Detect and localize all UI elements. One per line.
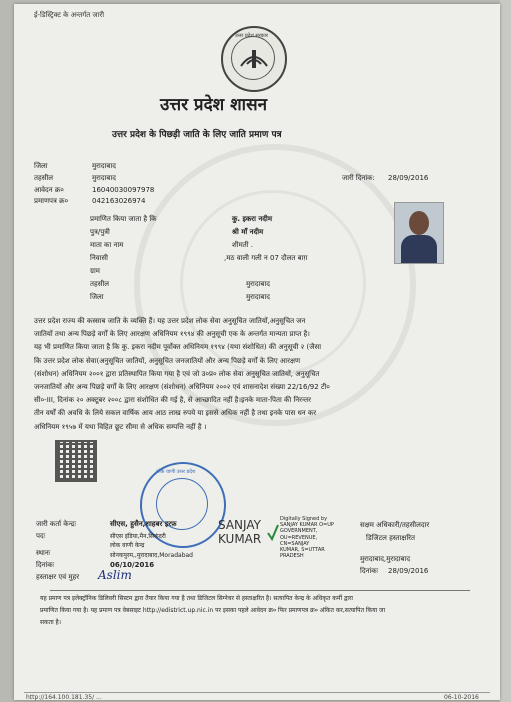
handwritten-signature: Aslim [98, 568, 132, 582]
digital-signature-line: GOVERNMENT, [280, 528, 318, 535]
bottom-divider [24, 692, 490, 693]
body-line: जातियों तथा अन्य पिछड़े वर्गों के लिए आरक्षण अधिनियम १९९४ की अनुसूची एक के अन्तर्गत मान्यता प्राप्त है। [34, 330, 310, 339]
emblem-caption: उत्तर प्रदेश सरकार [235, 33, 268, 39]
center-line-1: सीएस इंडिया,मैन,सिकंदरी [110, 533, 166, 540]
seal-caption: लोक वाणी उत्तर प्रदेश [156, 469, 196, 475]
candidate-photo [394, 202, 444, 264]
edistrict-top-note: ई-डिस्ट्रिक्ट के अन्तर्गत जारी [34, 11, 105, 19]
authority-date-label: दिनांकः [360, 567, 379, 575]
digital-signer-name: SANJAY KUMAR [218, 518, 262, 546]
post-label: पदः [36, 532, 46, 540]
resident-address: ,मठ वाली गली न 07 दौलत बाग़ [224, 254, 308, 262]
center-line-3: सोनकपुरम,,मुरादाबाद,Moradabad [110, 552, 193, 559]
digital-signature-check-icon [266, 517, 280, 547]
mother-name: शीमती . [232, 241, 254, 249]
scanner-edge [500, 0, 511, 702]
date-label: दिनांकः [36, 561, 55, 569]
person-district-value: मुरादाबाद [246, 293, 270, 301]
issue-date-label: जारी दिनांक: [342, 174, 375, 182]
bottom-print-date: 06-10-2016 [444, 694, 479, 701]
disclaimer-line: सकता है। [40, 619, 62, 626]
tehsil-label: तहसील [34, 174, 53, 182]
candidate-name: कु. इकरा नदीम [232, 215, 272, 223]
body-line: तीन वर्षों की अवधि के लिये सकल वार्षिक आय आठ लाख रुपये या इससे अधिक नहीं है तथा इनके पास धन कर [34, 409, 317, 418]
digitally-signed-label: डिजिटल हस्ताक्षरित [366, 534, 415, 542]
person-tehsil-value: मुरादाबाद [246, 280, 270, 288]
parent-name: श्री माँ नदीम [232, 228, 264, 236]
body-line: जनजातियों और अन्य पिछड़े वर्गों के लिए आरक्षण (संशोधन) अधिनियम २००२ एवं शासनादेश संख्या 22/16/92 टी० [34, 383, 330, 391]
application-number: 16040030097978 [92, 186, 155, 194]
place-label: स्थानः [36, 549, 51, 557]
issue-date-value: 28/09/2016 [388, 174, 429, 182]
issuing-center-label: जारी कर्ता केन्द्रः [36, 520, 76, 528]
authority-label: सक्षम अधिकारी/तहसीलदार [360, 521, 430, 529]
footer-divider [50, 590, 470, 591]
digital-signature-line: OU=REVENUE, [280, 534, 318, 541]
disclaimer-line: प्रमाणित किया गया है। यह प्रमाण पत्र वेबसाइट http://edistrict.up.nic.in पर इसका पहले आवेदन क्र० फिर प्रमाणपत्र क्र० अंकित कर,सत्यापित किया जा [40, 607, 386, 614]
up-government-emblem-icon [221, 26, 287, 92]
qr-code-icon [55, 440, 97, 482]
certificate-page [14, 4, 500, 700]
digital-signature-line: SANJAY KUMAR O=UP [280, 522, 334, 529]
document-subtitle: उत्तर प्रदेश के पिछड़ी जाति के लिए जाति प्रमाण पत्र [112, 130, 282, 140]
district-label: जिला [34, 162, 48, 170]
center-line-2: लोक वाणी केन्द्र [110, 542, 145, 549]
digital-signature-line: PRADESH [280, 553, 304, 560]
mother-label: माता का नाम [90, 241, 124, 249]
document-title: उत्तर प्रदेश शासन [160, 95, 268, 115]
parent-label: पुत्र/पुत्री [90, 228, 110, 236]
application-label: आवेदन क्र० [34, 186, 64, 194]
sign-label: हस्ताक्षर एवं मुहर [36, 573, 80, 581]
bottom-url: http://164.100.181.35/ ... [26, 694, 102, 701]
digital-signature-line: KUMAR, S=UTTAR [280, 547, 325, 553]
body-line: कि उत्तर प्रदेश लोक सेवा(अनुसूचित जातियों, अनुसूचित जनजातियों और अन्य पिछड़े वर्गों के लिए आरक्षण [34, 356, 301, 365]
body-line: अधिनियम १९५७ में यथा विहित छूट सीमा से अधिक सम्पत्ति नहीं है । [34, 422, 207, 431]
disclaimer-line: यह प्रमाण पत्र इलेक्ट्रॉनिक डिलिवरी सिस्टम द्वारा तैयार किया गया है तथा डिजिटल सिग्नेचर से हस्ताक्षरित है। सत्यापित केन्द्र के अधिकृत कर्मी द्वारा [40, 595, 353, 602]
tehsil-value: मुरादाबाद [92, 174, 116, 182]
certificate-label: प्रमाणपत्र क्र० [34, 197, 69, 205]
certify-label: प्रमाणित किया जाता है कि [90, 215, 157, 223]
authority-place: मुरादाबाद,मुरादाबाद [360, 555, 411, 563]
body-line: यह भी प्रमाणित किया जाता है कि कु. इकरा नदीम पूर्वोक्त अधिनियम १९९४ (यथा संशोधित) की अनुसूची २ (जैसा [34, 343, 322, 352]
person-tehsil-label: तहसील [90, 280, 109, 288]
village-label: ग्राम [90, 267, 100, 275]
digital-signature-line: Digitally Signed by [280, 516, 328, 522]
body-line: सी०-III, दिनांक २० अक्टूबर २००८ द्वारा संशोधित की गई है, से आच्छादित नहीं है।इनके माता-पिता की निरन्तर [34, 396, 312, 405]
body-line: (संशोधन) अधिनियम २००१ द्वारा प्रतिस्थापित किया गया है एवं जो उ०प्र० लोक सेवा अनुसूचित जातियों, अनुसूचित [34, 369, 320, 378]
center-date: 06/10/2016 [110, 561, 155, 569]
certificate-number: 042163026974 [92, 197, 146, 205]
issuing-center-name: सीएस, हुसैन,शाहबर इरफ़ [110, 520, 177, 528]
body-line: उत्तर प्रदेश राज्य की कस्साब जाति के व्यक्ति हैं। यह उत्तर प्रदेश लोक सेवा अनुसूचित जातियों,अनुसूचित जन [34, 317, 306, 325]
resident-label: निवासी [90, 254, 108, 262]
authority-date-value: 28/09/2016 [388, 567, 429, 575]
district-value: मुरादाबाद [92, 162, 116, 170]
digital-signature-line: CN=SANJAY [280, 540, 310, 547]
person-district-label: जिला [90, 293, 104, 301]
